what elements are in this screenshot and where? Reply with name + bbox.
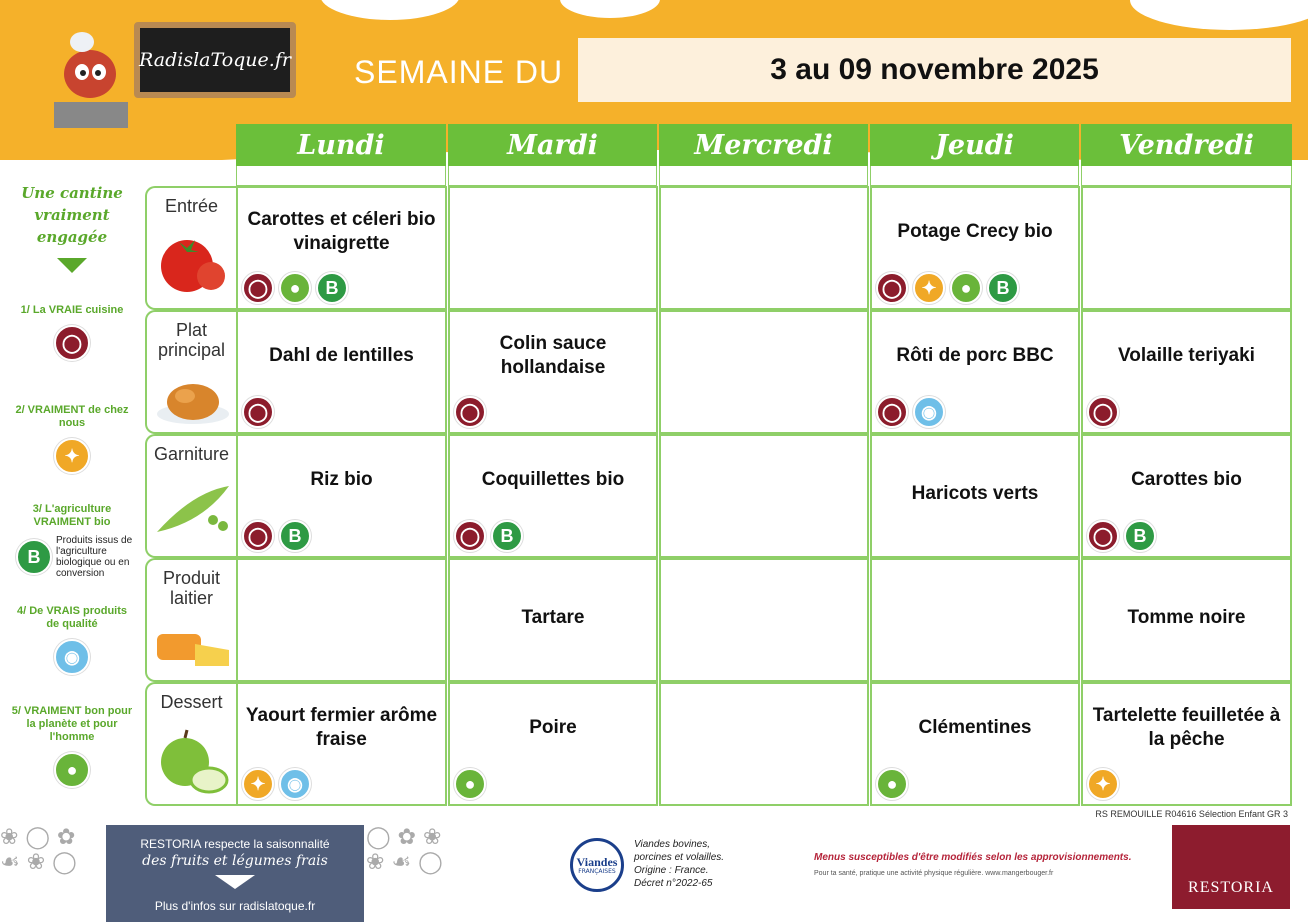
dish-name: Tartelette feuilletée à la pêche <box>1092 705 1281 750</box>
dish-name: Clémentines <box>918 717 1032 738</box>
restoria-logo: RESTORIA <box>1172 825 1290 909</box>
legend-label: 4/ De VRAIS produits de qualité <box>16 605 128 630</box>
bio-icon: B <box>1124 520 1156 552</box>
dish-name: Yaourt fermier arôme fraise <box>245 705 438 750</box>
day-subheader <box>659 166 868 186</box>
planet-icon: ● <box>950 272 982 304</box>
chef-mascot-icon <box>46 30 134 130</box>
local-farm-icon: ✦ <box>242 768 274 800</box>
menu-cell <box>236 186 447 310</box>
dish-name: Carottes et céleri bio vinaigrette <box>247 209 436 254</box>
quality-medal-icon: ◉ <box>54 639 90 675</box>
local-farm-icon: ✦ <box>54 438 90 474</box>
row-label-dessert <box>145 682 236 806</box>
row-label-entree <box>145 186 236 310</box>
seasonality-link[interactable]: Plus d'infos sur radislatoque.fr <box>154 899 316 913</box>
bio-icon: B <box>491 520 523 552</box>
day-header-wednesday: Mercredi <box>659 124 868 166</box>
dish-name: Rôti de porc BBC <box>896 345 1054 366</box>
quality-medal-icon: ◉ <box>279 768 311 800</box>
day-subheader <box>448 166 657 186</box>
site-logo: RadislaToque.fr <box>134 22 296 98</box>
day-header-monday: Lundi <box>236 124 446 166</box>
bio-icon: B <box>16 539 52 575</box>
menu-cell <box>1081 310 1292 434</box>
row-label-text: Garniture <box>153 444 230 464</box>
week-label: SEMAINE DU <box>354 54 564 90</box>
badge-row <box>1087 768 1119 800</box>
quality-medal-icon: ◉ <box>913 396 945 428</box>
local-farm-icon: ✦ <box>913 272 945 304</box>
menu-cell <box>659 558 869 682</box>
seasonality-line2: des fruits et légumes frais <box>142 853 328 869</box>
menu-cell <box>870 558 1080 682</box>
seasonality-arrow <box>215 875 255 889</box>
row-label-garniture <box>145 434 236 558</box>
planet-icon: ● <box>54 752 90 788</box>
bio-icon: B <box>279 520 311 552</box>
meat-origin-text <box>634 838 724 890</box>
legend-item-bio <box>10 503 134 579</box>
meat-origin-line: Décret n°2022-65 <box>634 878 713 889</box>
menu-cell <box>659 682 869 806</box>
menu-cell <box>448 186 658 310</box>
day-header-thursday: Jeudi <box>870 124 1079 166</box>
row-label-plat <box>145 310 236 434</box>
vegetable-doodles-right: ◯ ✿ ❀ ❀ ☙ ◯ <box>366 825 443 875</box>
vegetable-doodles-left: ❀ ◯ ✿ ☙ ❀ ◯ <box>0 825 77 875</box>
day-subheader <box>1081 166 1292 186</box>
badge-row <box>1087 520 1156 552</box>
dish-name: Poire <box>529 717 577 738</box>
menu-cell <box>236 558 447 682</box>
viandes-francaises-logo <box>570 838 624 892</box>
badge-row <box>876 768 908 800</box>
legend-label: 5/ VRAIMENT bon pour la planète et pour l'homme <box>11 705 133 743</box>
meat-origin-line: porcines et volailles. <box>634 852 725 863</box>
seasonality-line1: RESTORIA respecte la saisonnalité <box>140 837 330 851</box>
row-label-text: Produit laitier <box>162 568 221 608</box>
dish-name: Haricots verts <box>911 483 1039 504</box>
planet-icon: ● <box>279 272 311 304</box>
menu-cell <box>1081 682 1292 806</box>
day-header-row <box>236 124 1292 186</box>
pot-icon: ◯ <box>242 520 274 552</box>
dish-name: Colin sauce hollandaise <box>499 333 607 378</box>
dish-name: Carottes bio <box>1131 469 1242 490</box>
day-header-tuesday: Mardi <box>448 124 657 166</box>
menu-cell <box>1081 434 1292 558</box>
legend-label: 1/ La VRAIE cuisine <box>20 304 124 316</box>
row-label-text: Dessert <box>160 692 223 712</box>
menu-cell <box>870 310 1080 434</box>
dish-name: Coquillettes bio <box>481 469 625 490</box>
badge-row <box>876 396 945 428</box>
menu-notice: Menus susceptibles d'être modifiés selon les approvisionnements. <box>814 852 1132 863</box>
row-label-text: Entrée <box>164 196 219 216</box>
legend-sidebar <box>10 182 134 273</box>
pot-icon: ◯ <box>876 396 908 428</box>
badge-row <box>454 396 486 428</box>
meat-origin-line: Viandes bovines, <box>634 839 710 850</box>
vf-logo-sub: FRANÇAISES <box>578 867 616 875</box>
dish-name: Volaille teriyaki <box>1118 345 1255 366</box>
menu-cell <box>236 434 447 558</box>
legend-item-quality <box>10 605 134 675</box>
peas-icon <box>153 482 233 542</box>
menu-cell <box>870 682 1080 806</box>
health-notice: Pour ta santé, pratique une activité physique régulière. www.mangerbouger.fr <box>814 870 1054 877</box>
bio-icon: B <box>987 272 1019 304</box>
badge-row <box>242 520 311 552</box>
pot-icon: ◯ <box>454 396 486 428</box>
badge-row <box>242 396 274 428</box>
planet-icon: ● <box>454 768 486 800</box>
menu-cell <box>236 310 447 434</box>
menu-cell <box>659 186 869 310</box>
badge-row <box>242 768 311 800</box>
meat-origin-line: Origine : France. <box>634 865 709 876</box>
menu-cell <box>1081 558 1292 682</box>
legend-item-local <box>10 404 134 474</box>
dish-name: Dahl de lentilles <box>269 345 414 366</box>
pot-icon: ◯ <box>1087 520 1119 552</box>
dish-name: Tartare <box>521 607 585 628</box>
pot-icon: ◯ <box>242 396 274 428</box>
menu-cell <box>236 682 447 806</box>
dish-name: Potage Crecy bio <box>897 221 1053 242</box>
badge-row <box>242 272 348 304</box>
week-dates: 3 au 09 novembre 2025 <box>578 38 1291 102</box>
vf-logo-main: Viandes <box>576 854 618 869</box>
menu-cell <box>870 434 1080 558</box>
apple-icon <box>157 728 229 794</box>
tomato-icon <box>157 230 229 296</box>
menu-cell <box>1081 186 1292 310</box>
day-subheader <box>236 166 446 186</box>
menu-cell <box>448 682 658 806</box>
pot-icon: ◯ <box>1087 396 1119 428</box>
legend-label: 3/ L'agriculture VRAIMENT bio <box>32 503 112 528</box>
planet-icon: ● <box>876 768 908 800</box>
roast-chicken-icon <box>155 374 231 426</box>
day-subheader <box>870 166 1079 186</box>
badge-row <box>454 520 523 552</box>
pot-icon: ◯ <box>454 520 486 552</box>
legend-title: Une cantine vraiment engagée <box>21 184 123 246</box>
cheese-icon <box>155 630 231 670</box>
dish-name: Riz bio <box>310 469 373 490</box>
pot-icon: ◯ <box>54 325 90 361</box>
bio-icon: B <box>316 272 348 304</box>
row-label-laitier <box>145 558 236 682</box>
legend-label: 2/ VRAIMENT de chez nous <box>15 404 129 429</box>
menu-cell <box>448 434 658 558</box>
row-label-text: Plat principal <box>157 320 226 360</box>
menu-code: RS REMOUILLE R04616 Sélection Enfant GR 3 <box>1095 809 1288 819</box>
menu-cell <box>870 186 1080 310</box>
menu-cell <box>448 558 658 682</box>
badge-row <box>454 768 486 800</box>
menu-cell <box>659 310 869 434</box>
legend-item-cuisine <box>10 304 134 361</box>
badge-row <box>876 272 1019 304</box>
pot-icon: ◯ <box>242 272 274 304</box>
local-farm-icon: ✦ <box>1087 768 1119 800</box>
menu-cell <box>448 310 658 434</box>
bio-note: Produits issus de l'agriculture biologique ou en conversion <box>56 535 133 579</box>
badge-row <box>1087 396 1119 428</box>
day-header-friday: Vendredi <box>1081 124 1292 166</box>
menu-cell <box>659 434 869 558</box>
legend-item-planet <box>10 705 134 788</box>
dish-name: Tomme noire <box>1127 607 1246 628</box>
pot-icon: ◯ <box>876 272 908 304</box>
seasonality-box <box>106 825 364 922</box>
legend-arrow <box>57 258 87 273</box>
